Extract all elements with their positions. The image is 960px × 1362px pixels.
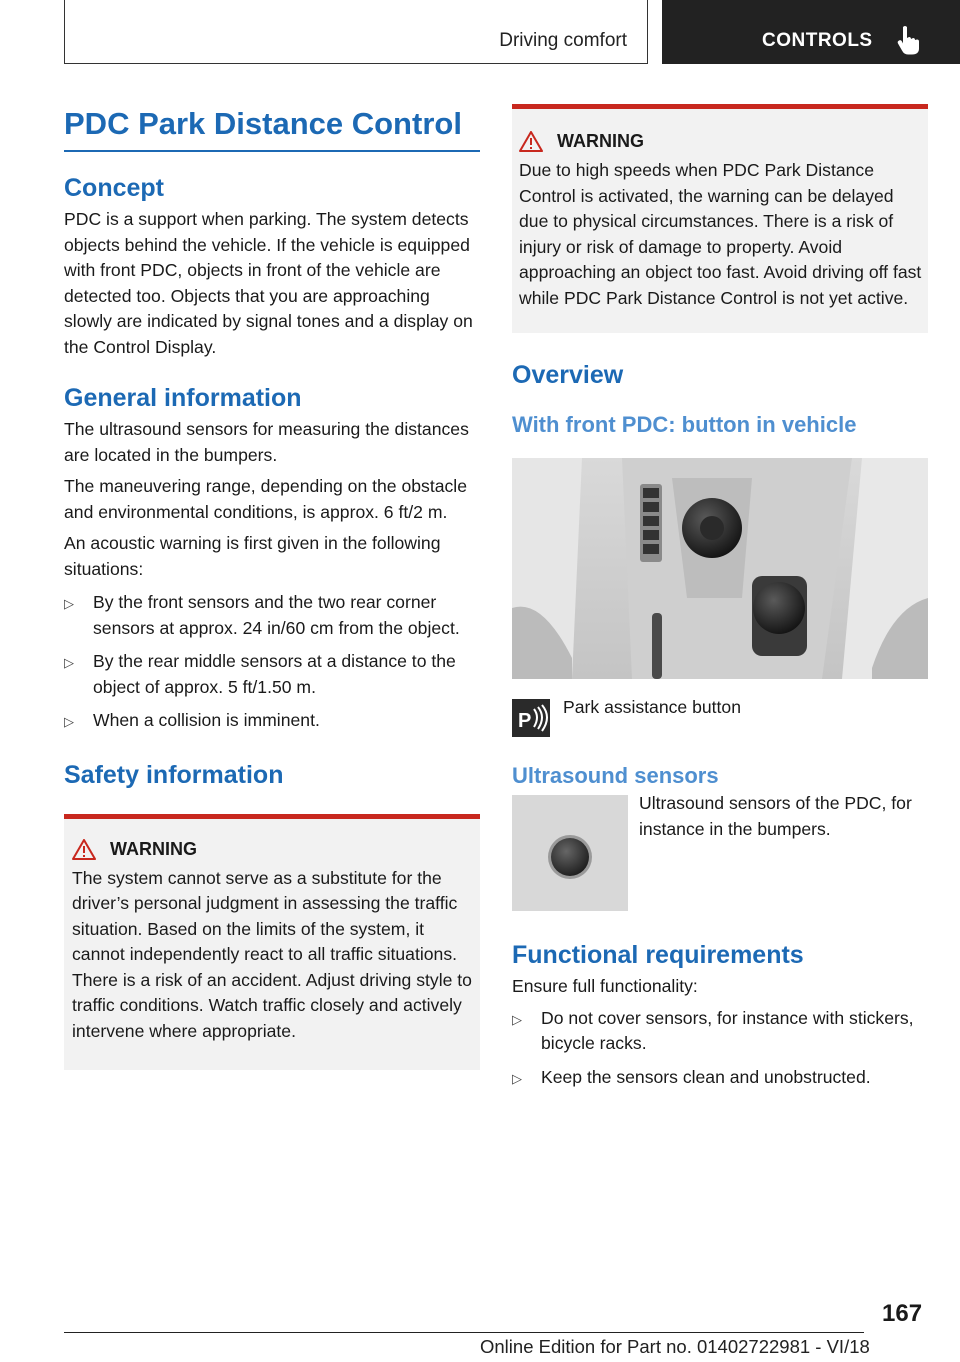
footer-rule (64, 1332, 864, 1333)
safety-info-heading: Safety information (64, 760, 284, 789)
warning-box (64, 814, 480, 1071)
list-item: ▷ Do not cover sensors, for instance with stickers, bicycle racks. (512, 1006, 928, 1057)
triangle-bullet-icon: ▷ (64, 655, 74, 670)
functional-list (512, 1006, 928, 1092)
functional-requirements-heading: Functional requirements (512, 941, 804, 969)
list-item: ▷ By the front sensors and the two rear corner sensors at approx. 24 in/60 cm from the object. (64, 590, 480, 641)
ultrasound-heading: Ultrasound sensors (512, 763, 719, 788)
triangle-bullet-icon: ▷ (512, 1070, 522, 1086)
button-caption: Park assistance button (563, 697, 741, 717)
front-pdc-heading: With front PDC: button in vehicle (512, 412, 857, 437)
warning-triangle-icon (72, 839, 96, 860)
center-console-image (512, 458, 928, 679)
button-caption-row (512, 699, 928, 737)
warning-title: WARNING (72, 839, 474, 860)
warning-title: WARNING (519, 131, 922, 152)
title-rule (64, 150, 480, 152)
page-number: 167 (882, 1300, 923, 1327)
triangle-bullet-icon: ▷ (64, 596, 74, 611)
edition-footer: Online Edition for Part no. 01402722981 - VI/18 (480, 1336, 870, 1357)
warning-box (512, 104, 928, 333)
right-column (512, 104, 928, 1091)
ultrasound-text: Ultrasound sensors of the PDC, for instance in the bumpers. (639, 793, 912, 839)
general-paragraph-2: The maneuvering range, depending on the obstacle and environmental conditions, is approx. 6 ft/2 m. (64, 476, 467, 522)
warning-text: Due to high speeds when PDC Park Distance Control is activated, the warning can be delayed due to physical circumstances. There is a risk of injury or risk of damage to property. Avoid approaching an object too fast. Avoid driving off fast while PDC Park Distance Control is not yet active. (519, 160, 922, 308)
overview-heading: Overview (512, 361, 624, 389)
warning-text: The system cannot serve as a substitute for the driver’s personal judgment in assessing the traffic situation. Based on the limits of the system, it cannot independently react to all traffic situations. There is a risk of an accident. Adjust driving style to traffic conditions. Watch traffic closely and actively intervene where appropriate. (72, 867, 472, 1041)
list-item: ▷ Keep the sensors clean and unobstructed. (512, 1065, 928, 1092)
park-assist-button-icon (512, 699, 550, 737)
triangle-bullet-icon: ▷ (512, 1011, 522, 1027)
list-item: ▷ When a collision is imminent. (64, 708, 480, 735)
general-info-heading: General information (64, 384, 302, 412)
svg-text:P: P (518, 710, 532, 732)
acoustic-warning-list (64, 590, 480, 735)
ultrasound-row (512, 795, 928, 911)
left-column (64, 104, 480, 1070)
list-item: ▷ By the rear middle sensors at a distance to the object of approx. 5 ft/1.50 m. (64, 649, 480, 700)
pointing-hand-icon (894, 24, 922, 56)
chapter-title: CONTROLS (762, 30, 873, 51)
warning-triangle-icon (519, 131, 543, 152)
ultrasound-sensor-image (512, 795, 628, 911)
functional-intro: Ensure full functionality: (512, 976, 698, 996)
section-title: Driving comfort (499, 30, 627, 51)
general-paragraph-3: An acoustic warning is first given in the following situations: (64, 533, 441, 579)
concept-heading: Concept (64, 174, 164, 202)
header-section-tab (64, 0, 648, 64)
concept-text: PDC is a support when parking. The system detects objects behind the vehicle. If the vehicle is equipped with front PDC, objects in front of the vehicle are detected too. Objects that you are approaching slowly are indicated by signal tones and a display on the Control Display. (64, 209, 473, 357)
triangle-bullet-icon: ▷ (64, 714, 74, 729)
page-title: PDC Park Distance Control (64, 106, 462, 141)
general-paragraph-1: The ultrasound sensors for measuring the distances are located in the bumpers. (64, 419, 469, 465)
